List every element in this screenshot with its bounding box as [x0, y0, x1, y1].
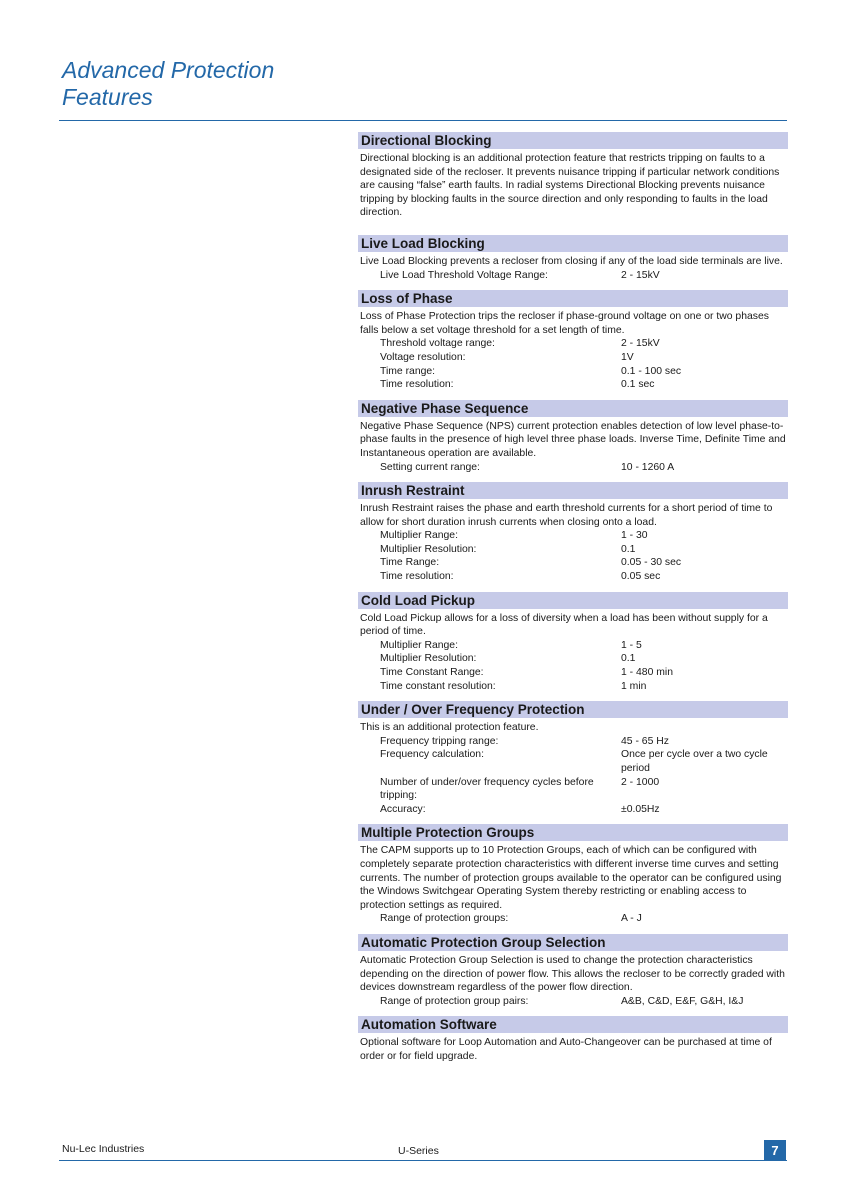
section-body: Negative Phase Sequence (NPS) current protection enables detection of low level phase-to-phase faults in the presence of high level three phase loads. Inverse Time, Definite Time and Instantaneous operation are available.: [360, 420, 786, 459]
spec-value: 2 - 1000: [621, 776, 660, 788]
section-body: Loss of Phase Protection trips the recloser if phase-ground voltage on one or two phases falls below a set voltage threshold for a set length of time.: [360, 311, 769, 336]
section-heading: Inrush Restraint: [358, 482, 788, 499]
page-title: [62, 57, 274, 111]
spec-label: Setting current range:: [380, 461, 480, 473]
section-heading: Live Load Blocking: [358, 235, 788, 252]
spec-value: 1 - 5: [621, 639, 642, 651]
spec-label: Frequency calculation:: [380, 749, 484, 761]
spec-row: [358, 639, 788, 653]
spec-value: 1 - 30: [621, 530, 648, 542]
spec-label: Frequency tripping range:: [380, 735, 499, 747]
page-title-line-2: Features: [62, 84, 153, 110]
spec-value: 1V: [621, 351, 634, 363]
spec-label: Time Constant Range:: [380, 667, 484, 679]
section-body: Directional blocking is an additional protection feature that restricts tripping on faults to a designated side of the recloser. It prevents nuisance tripping if particular network conditions are causing “false” earth faults. In radial systems Directional Blocking prevents nuisance tripping by blocking faults in the source direction and only responding to faults in the load direction.: [360, 153, 780, 219]
spec-row: [358, 337, 788, 351]
section-heading: Negative Phase Sequence: [358, 400, 788, 417]
spec-row: [358, 351, 788, 365]
page-number: 7: [764, 1140, 786, 1161]
spec-row: [358, 995, 788, 1009]
section-body: Live Load Blocking prevents a recloser from closing if any of the load side terminals are live.: [360, 255, 783, 267]
section-heading: Automatic Protection Group Selection: [358, 934, 788, 951]
spec-label: Time resolution:: [380, 571, 454, 583]
spec-row: [358, 556, 788, 570]
spec-value: 1 - 480 min: [621, 667, 673, 679]
section-multiple-protection-groups: [358, 824, 788, 926]
section-heading: Under / Over Frequency Protection: [358, 701, 788, 718]
spec-row: [358, 652, 788, 666]
spec-label: Multiplier Range:: [380, 530, 458, 542]
section-cold-load-pickup: [358, 592, 788, 694]
spec-value: 0.05 - 30 sec: [621, 557, 682, 569]
spec-row: [358, 803, 788, 817]
spec-row: [358, 461, 788, 475]
spec-label: Accuracy:: [380, 803, 426, 815]
section-heading: Cold Load Pickup: [358, 592, 788, 609]
spec-row: [358, 666, 788, 680]
spec-value: 2 - 15kV: [621, 338, 660, 350]
spec-label: Multiplier Range:: [380, 639, 458, 651]
spec-label: Time Range:: [380, 557, 440, 569]
spec-label: Multiplier Resolution:: [380, 653, 477, 665]
section-heading: Automation Software: [358, 1016, 788, 1033]
section-under-over-frequency-protection: [358, 701, 788, 816]
spec-value: 2 - 15kV: [621, 269, 660, 281]
spec-row: [358, 735, 788, 749]
spec-value: 0.1: [621, 543, 636, 555]
footer-company: Nu-Lec Industries: [62, 1143, 145, 1155]
spec-label: Threshold voltage range:: [380, 338, 495, 350]
section-heading: Loss of Phase: [358, 290, 788, 307]
spec-row: [358, 543, 788, 557]
spec-row: [358, 748, 788, 775]
spec-label: Time range:: [380, 365, 436, 377]
section-loss-of-phase: [358, 290, 788, 392]
footer-divider: [59, 1160, 787, 1161]
spec-row: [358, 378, 788, 392]
spec-value: 0.1 sec: [621, 379, 655, 391]
section-automation-software: [358, 1016, 788, 1063]
section-heading: Directional Blocking: [358, 132, 788, 149]
footer-series: U-Series: [398, 1145, 439, 1157]
title-divider: [59, 120, 787, 121]
spec-label: Time resolution:: [380, 379, 454, 391]
spec-label: Live Load Threshold Voltage Range:: [380, 269, 548, 281]
spec-row: [358, 680, 788, 694]
section-body: Cold Load Pickup allows for a loss of diversity when a load has been without supply for a period of time.: [360, 612, 768, 638]
spec-row: [358, 570, 788, 584]
spec-value: A&B, C&D, E&F, G&H, I&J: [621, 995, 744, 1007]
spec-value: 0.1: [621, 653, 636, 665]
spec-row: [358, 776, 788, 803]
spec-value: 0.05 sec: [621, 571, 661, 583]
spec-value: A - J: [621, 913, 642, 925]
spec-row: [358, 912, 788, 926]
feature-sections: [358, 132, 788, 1079]
section-heading: Multiple Protection Groups: [358, 824, 788, 841]
spec-label: Range of protection groups:: [380, 913, 509, 925]
section-negative-phase-sequence: [358, 400, 788, 474]
spec-value: 0.1 - 100 sec: [621, 365, 682, 377]
section-body: Automatic Protection Group Selection is used to change the protection characteristics depending on the direction of power flow. This allows the recloser to be correctly graded with devices downstream regardless of the power flow direction.: [360, 954, 785, 994]
spec-value: 1 min: [621, 680, 647, 692]
section-directional-blocking: [358, 132, 788, 220]
section-inrush-restraint: [358, 482, 788, 584]
spec-value: 10 - 1260 A: [621, 461, 675, 473]
section-body: Inrush Restraint raises the phase and earth threshold currents for a short period of time to allow for short duration inrush currents when closing onto a load.: [360, 503, 773, 528]
spec-value: Once per cycle over a two cycle period: [621, 749, 768, 774]
spec-value: ±0.05Hz: [621, 803, 660, 815]
spec-value: 45 - 65 Hz: [621, 735, 669, 747]
section-body: This is an additional protection feature.: [360, 722, 539, 734]
spec-row: [358, 269, 788, 283]
section-automatic-protection-group-selection: [358, 934, 788, 1008]
section-body: Optional software for Loop Automation and Auto-Changeover can be purchased at time of order or for field upgrade.: [360, 1037, 772, 1062]
spec-label: Multiplier Resolution:: [380, 543, 477, 555]
spec-row: [358, 529, 788, 543]
spec-label: Voltage resolution:: [380, 351, 466, 363]
spec-label: Time constant resolution:: [380, 680, 496, 692]
spec-label: Number of under/over frequency cycles before tripping:: [380, 776, 594, 802]
page-title-line-1: Advanced Protection: [62, 57, 275, 83]
section-body: The CAPM supports up to 10 Protection Groups, each of which can be configured with completely separate protection characteristics with different inverse time curves and setting currents. The number of protection groups available to the operator can be configured using the Windows Switchgear Operating System thereby restricting or enabling access to protection settings as required.: [360, 845, 782, 911]
section-live-load-blocking: [358, 235, 788, 282]
spec-label: Range of protection group pairs:: [380, 995, 529, 1007]
spec-row: [358, 365, 788, 379]
